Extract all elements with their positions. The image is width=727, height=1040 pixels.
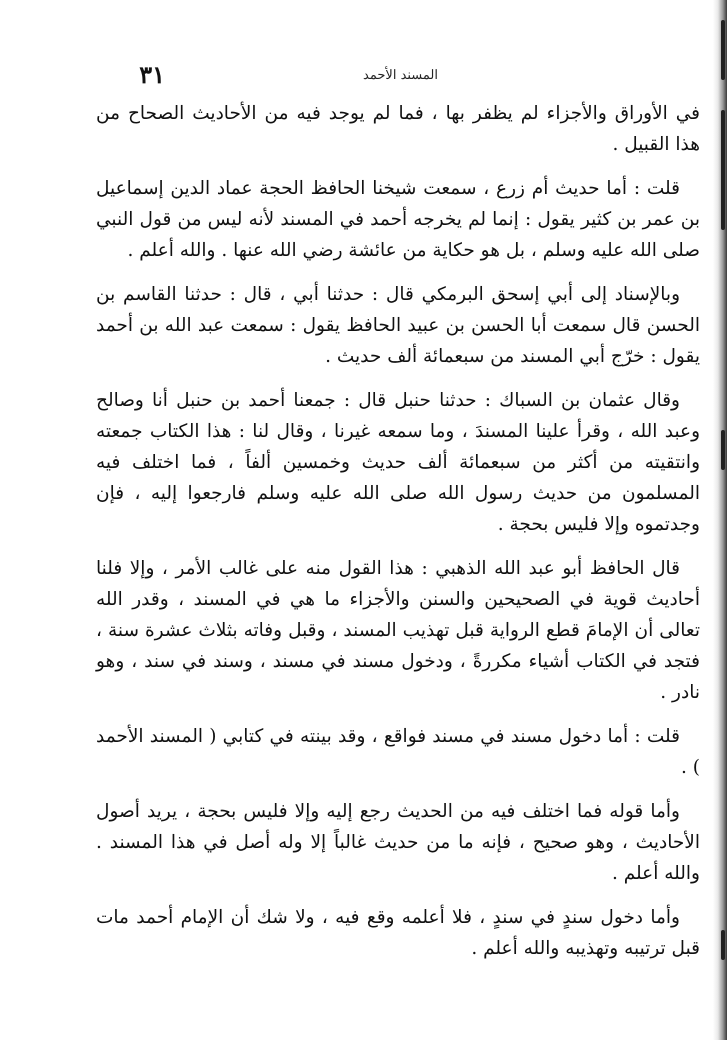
paragraph: وقال عثمان بن السباك : حدثنا حنبل قال : جمعنا أحمد بن حنبل أنا وصالح وعبد الله ، وقرأ علينا المسندَ ، وما سمعه غيرنا ، وقال لنا : هذا الكتاب جمعته وانتقيته من أكثر من سبعمائة ألف حديث وخمسين ألفاً ، فما اختلف فيه المسلمون من حديث رسول الله صلى الله عليه وسلم فارجعوا إليه ، فإن وجدتموه وإلا فليس بحجة .: [96, 390, 700, 535]
paragraph: وأما قوله فما اختلف فيه من الحديث رجع إليه وإلا فليس بحجة ، يريد أصول الأحاديث ، وهو صحيح ، فإنه ما من حديث غالباً إلا وله أصل في هذا المسند . والله أعلم .: [96, 801, 700, 884]
page-edge-mark: [721, 20, 725, 80]
paragraph: قلت : أما حديث أم زرع ، سمعت شيخنا الحافظ الحجة عماد الدين إسماعيل بن عمر بن كثير يقول : إنما لم يخرجه أحمد في المسند لأنه ليس من قول النبي صلى الله عليه وسلم ، بل هو حكاية من عائشة رضي الله عنها . والله أعلم .: [96, 178, 700, 261]
running-title: المسند الأحمد: [363, 68, 438, 83]
page-edge-mark: [721, 930, 725, 960]
paragraph: وبالإسناد إلى أبي إسحق البرمكي قال : حدثنا أبي ، قال : حدثنا القاسم بن الحسن قال سمعت أبا الحسن بن عبيد الحافظ يقول : سمعت عبد الله بن أحمد يقول : خرّج أبي المسند من سبعمائة ألف حديث .: [96, 284, 700, 367]
paragraph: وأما دخول سندٍ في سندٍ ، فلا أعلمه وقع فيه ، ولا شك أن الإمام أحمد مات قبل ترتيبه وتهذيبه والله أعلم .: [96, 907, 700, 959]
page-header: [96, 58, 700, 88]
body-text: [96, 98, 700, 977]
paragraph: قلت : أما دخول مسند في مسند فواقع ، وقد بينته في كتابي ( المسند الأحمد ) .: [96, 726, 700, 778]
page-edge-mark: [721, 430, 725, 470]
page-edge-mark: [721, 110, 725, 230]
paragraph: في الأوراق والأجزاء لم يظفر بها ، فما لم يوجد فيه من الأحاديث الصحاح من هذا القبيل .: [96, 103, 700, 155]
page-number: ٣١: [139, 60, 165, 89]
paragraph: قال الحافظ أبو عبد الله الذهبي : هذا القول منه على غالب الأمر ، وإلا فلنا أحاديث قوية في الصحيحين والسنن والأجزاء ما هي في المسند ، وقدر الله تعالى أن الإمامَ قطع الرواية قبل تهذيب المسند ، وقبل وفاته بثلاث عشرة سنة ، فتجد في الكتاب أشياء مكررةً ، ودخول مسند في مسند ، وسند في سند ، وهو نادر .: [96, 558, 700, 703]
